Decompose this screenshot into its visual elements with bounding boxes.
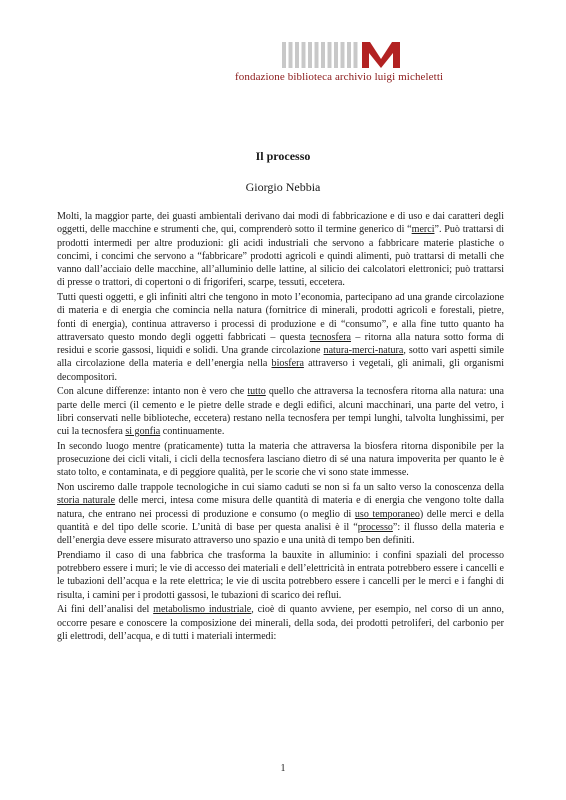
body-paragraph bbox=[57, 385, 504, 438]
paragraph-text: Prendiamo il caso di una fabbrica che trasforma la bauxite in alluminio: i confini spaziali del processo potrebbero essere i muri; le vie di accesso dei materiali e dell’elettricità in entrata potrebbero essere i cancelli e le tubazioni dell’acqua e la rete elettrica; le vie di uscita potrebbero essere i cancelli per le merci e i fanghi di risulta, i camini per i prodotti gassosi, le tubazioni di scarico dei reflui. bbox=[57, 549, 504, 601]
logo-bar bbox=[354, 42, 358, 68]
body-paragraph bbox=[57, 549, 504, 602]
underlined-term: merci bbox=[411, 224, 435, 236]
logo-bar bbox=[347, 42, 351, 68]
logo-bar bbox=[341, 42, 345, 68]
paragraph-text: , sotto vari aspetti simile alla circolazione della materia e dell’energia nella bbox=[57, 345, 504, 370]
underlined-term: tecnosfera bbox=[309, 331, 352, 343]
paragraph-text: attraverso i vegetali, gli animali, gli organismi decompositori. bbox=[57, 358, 505, 383]
body-paragraph bbox=[57, 440, 504, 480]
page-number: 1 bbox=[280, 763, 286, 774]
underlined-term: uso temporaneo bbox=[354, 508, 420, 520]
logo-bar bbox=[315, 42, 319, 68]
paragraph-text: – ritorna alla natura sotto forma di residui e scorie gassosi, liquidi e solidi. Una grande circolazione bbox=[57, 331, 504, 356]
paragraph-text: delle merci, intesa come misura delle quantità di materia e di energia che vengono tolte dalla natura, che entrano nei processi di produzione e consumo (o meglio di bbox=[57, 495, 504, 520]
logo-bar bbox=[282, 42, 286, 68]
logo-bar bbox=[328, 42, 332, 68]
logo-bar bbox=[308, 42, 312, 68]
underlined-term: si gonfia bbox=[125, 426, 161, 437]
foundation-name: fondazione biblioteca archivio luigi micheletti bbox=[235, 71, 444, 83]
underlined-term: natura-merci-natura bbox=[323, 345, 404, 356]
paragraph-text: quello che attraversa la tecnosfera ritorna alla natura: una parte delle merci (il cemento e le pietre delle strade e degli edifici, alcuni macchinari, una parte del vetro, i libri conservati nelle biblioteche, eccetera) restano nella tecnosfera per tempi lunghi, talvolta lunghissimi, per cui la tecnosfera bbox=[57, 386, 504, 437]
paragraph-text: Con alcune differenze: intanto non è vero che bbox=[57, 386, 248, 398]
body-paragraph bbox=[57, 291, 504, 384]
logo-bar bbox=[289, 42, 293, 68]
paragraph-text: Non usciremo dalle trappole tecnologiche in cui siamo caduti se non si fa un salto verso la conoscenza della bbox=[57, 482, 504, 493]
underlined-term: storia naturale bbox=[57, 495, 116, 507]
body-paragraph bbox=[57, 603, 504, 643]
body-paragraph bbox=[57, 210, 504, 290]
underlined-term: biosfera bbox=[271, 358, 304, 370]
paragraph-text: ”: il flusso della materia e dell’energia deve essere misurato attraverso uno spazio e una unità di tempo ben definiti. bbox=[57, 521, 504, 546]
underlined-term: metabolismo industriale bbox=[153, 604, 252, 616]
logo-bar bbox=[302, 42, 306, 68]
paragraph-text: , cioè di quanto avviene, per esempio, nel corso di un anno, occorre pesare e conoscere la composizione dei minerali, della soda, dei prodotti petroliferi, del carbonio per gli elettrodi, dell’acqua, e di tutti i materiali intermedi: bbox=[57, 604, 504, 642]
document-author: Giorgio Nebbia bbox=[245, 180, 321, 194]
logo-bar bbox=[321, 42, 325, 68]
underlined-term: tutto bbox=[247, 386, 266, 398]
foundation-logo-icon bbox=[280, 40, 410, 70]
logo-bar bbox=[334, 42, 338, 68]
paragraph-text: Tutti questi oggetti, e gli infiniti altri che tengono in moto l’economia, partecipano ad una grande circolazione di materia e di energia che comincia nella natura (fornitrice di minerali, prodotti agricoli e forestali, pietre, fonti di energia), continua attraverso i processi di produzione e di “consumo”, e alla fine tutto quanto ha attraversato questo mondo degli oggetti fabbricati – questa bbox=[57, 292, 504, 343]
logo-bar bbox=[295, 42, 299, 68]
document-title: Il processo bbox=[255, 149, 311, 163]
body-paragraph bbox=[57, 481, 504, 547]
paragraph-text: ) delle merci e della quantità e del tipo delle scorie. L’unità di base per questa analisi è il “ bbox=[57, 508, 504, 533]
paragraph-text: Molti, la maggior parte, dei guasti ambientali derivano dai modi di fabbricazione e di uso e dai caratteri degli oggetti, delle macchine e strumenti che, qui, comprenderò sotto il termine generico di “ bbox=[57, 211, 504, 236]
document-body bbox=[57, 210, 504, 645]
paragraph-text: In secondo luogo mentre (praticamente) tutta la materia che attraversa la biosfera ritorna disponibile per la prosecuzione dei cicli vitali, i cicli della tecnosfera lasciano dietro di sé una natura impoverita per quanto le è stato tolto, e contaminata, e di peggiore qualità, per le scorie che vi sono state immesse. bbox=[57, 440, 504, 479]
paragraph-text: Ai fini dell’analisi del bbox=[57, 604, 154, 616]
underlined-term: processo bbox=[357, 521, 393, 533]
paragraph-text: ”. Può trattarsi di prodotti intermedi per altre produzioni: gli acidi industriali che servono a fabbricare materie plastiche o concimi, i concimi che servono a “fabbricare” prodotti agricoli e quindi alimenti, può trattarsi di metalli che vanno dall’acciaio delle macchine, all’alluminio delle lattine, al silicio dei calcolatori elettronici; può trattarsi di presse o trattori, di copertoni o di frigoriferi, scarpe, tessuti, eccetera. bbox=[57, 224, 504, 289]
logo-m-mark bbox=[362, 42, 400, 68]
paragraph-text: continuamente. bbox=[160, 426, 225, 437]
